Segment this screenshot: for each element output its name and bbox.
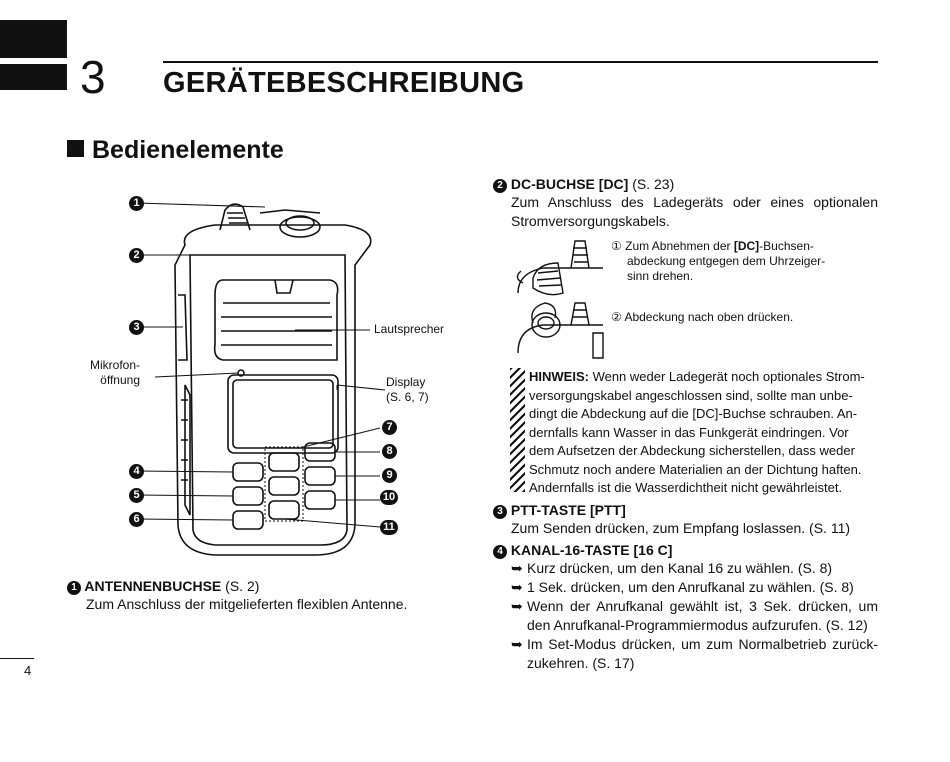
dc-step-1: ① Zum Abnehmen der [DC]-Buchsen- abdeckung entgegen dem Uhrzeiger- sinn drehen. [611,239,826,283]
label-display: Display (S. 6, 7) [386,375,429,404]
square-bullet-icon [67,140,84,157]
bullet-4: ➥ Im Set-Modus drücken, um zum Normalbetrieb zurück- zukehren. (S. 17) [511,636,878,671]
callout-2: 2 [129,248,144,263]
section-title: Bedienelemente [67,136,284,165]
bullet-2: ➥ 1 Sek. drücken, um den Anrufkanal zu wählen. (S. 8) [511,579,854,595]
page-number: 4 [24,663,32,678]
dc-cover-illustration [513,233,608,363]
arrow-bullet-icon: ➥ [511,636,523,652]
note-hinweis: HINWEIS: Wenn weder Ladegerät noch optionales Strom- versorgungskabel angeschlossen sind, sollte man unbe- dingt die Abdeckung auf die [DC]-Buchse schrauben. An- dernfalls kann Wasser in das Funkgerät eindringen. Vor dem Aufsetzen der Abdeckung sicherstellen, dass weder Schmutz noch andere Materialien an der Dichtung haften. Andernfalls ist die Wasserdichtheit nicht gewährleistet. [510,368,878,492]
callout-8: 8 [382,444,397,459]
item-dc-buchse: 2 DC-BUCHSE [DC] (S. 23) Zum Anschluss des Ladegeräts oder eines optionalen Stromversorgungskabels. [493,176,878,231]
callout-5: 5 [129,488,144,503]
label-lautsprecher: Lautsprecher [374,322,445,336]
header-rule [163,61,878,63]
callout-3: 3 [129,320,144,335]
arrow-bullet-icon: ➥ [511,560,523,576]
chapter-tab-upper [0,20,67,58]
bullet-1: ➥ Kurz drücken, um den Kanal 16 zu wählen. (S. 8) [511,560,833,576]
item-kanal-16-taste: 4 KANAL-16-TASTE [16 C] ➥ Kurz drücken, um den Kanal 16 zu wählen. (S. 8) ➥ 1 Sek. drücken, um den Anrufkanal zu wählen. (S. 8) ➥ Wenn der Anrufkanal gewählt ist, 3 Sek. drücken, um den Anrufkanal-Programmiermodus aufzurufen. (S. 12) ➥ Im Set-Modus drücken, um zum Normalbetrieb zurück- zukehren. (S. 17) [493,542,878,673]
callout-11: 11 [380,520,398,535]
note-hatch-icon [510,368,525,492]
callout-7: 7 [382,420,397,435]
arrow-bullet-icon: ➥ [511,598,523,614]
callout-10: 10 [380,490,398,505]
radio-diagram [115,185,460,560]
page-rule [0,658,34,659]
item-antennenbuchse: 1 ANTENNENBUCHSE (S. 2) Zum Anschluss der mitgelieferten flexiblen Antenne. [67,578,427,614]
callout-9: 9 [382,468,397,483]
chapter-tab-lower [0,64,67,90]
item-ptt-taste: 3 PTT-TASTE [PTT] Zum Senden drücken, zum Empfang loslassen. (S. 11) [493,502,878,538]
arrow-bullet-icon: ➥ [511,579,523,595]
chapter-number: 3 [80,51,106,103]
label-mikrofon: Mikrofon- öffnung [89,358,140,387]
callout-6: 6 [129,512,144,527]
callout-4: 4 [129,464,144,479]
chapter-title: GERÄTEBESCHREIBUNG [163,67,525,99]
dc-step-2: ② Abdeckung nach oben drücken. [611,310,794,324]
callout-1: 1 [129,196,144,211]
bullet-3: ➥ Wenn der Anrufkanal gewählt ist, 3 Sek. drücken, um den Anrufkanal-Programmiermodus aufzurufen. (S. 12) [511,598,878,633]
